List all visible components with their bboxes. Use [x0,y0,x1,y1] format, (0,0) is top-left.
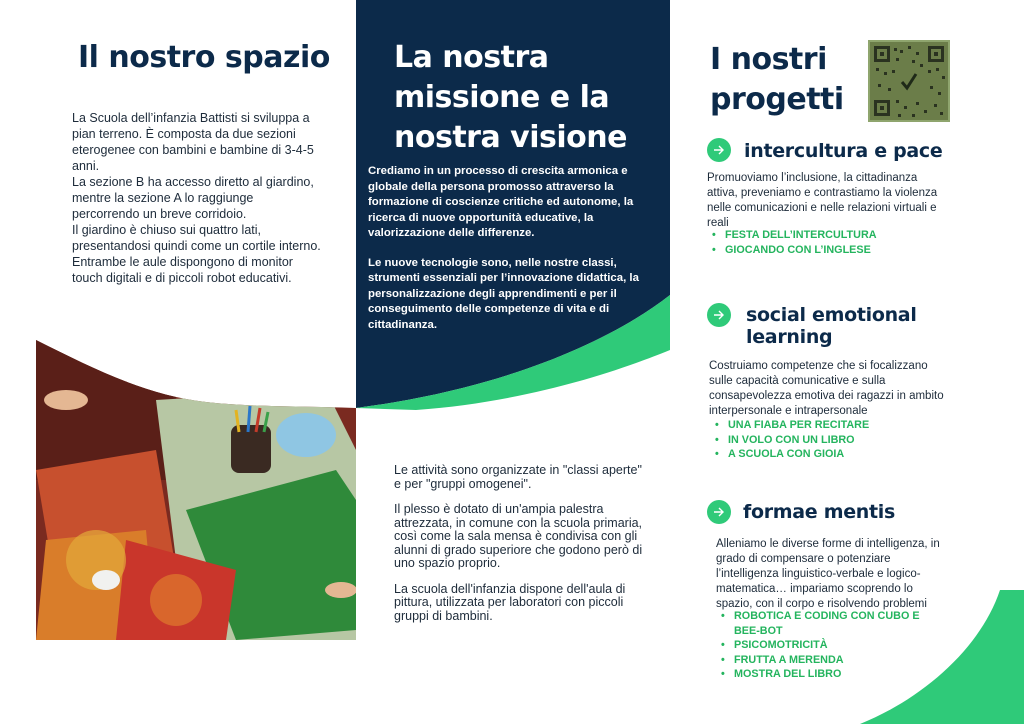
mission-text [368,164,652,347]
project-description: Promuoviamo l’inclusione, la cittadinanza attiva, preveniamo e contrastiamo la violenza nelle comunicazioni e nelle relazioni virtuali e reali [707,172,938,229]
mission-paragraph-1: Crediamo in un processo di crescita armonica e globale della persona promosso attraverso la formazione di coscienze critiche ed autonome, la ricerca di nuove opportunità educative, la valorizzazione delle differenze. [368,165,634,239]
project-intercultura-header [707,138,942,162]
intro-spazio-text: La Scuola dell’infanzia Battisti si sviluppa a pian terreno. È composta da due sezioni eterogenee con bambini e bambine di 3-4-5 anni. La sezione B ha accesso diretto al giardino, mentre la sezione A lo raggiunge percorrendo un breve corridoio. Il giardino è chiuso sui quattro lati, presentandosi quindi come un cortile interno. Entrambe le aule dispongono di monitor touch digitali e di piccoli robot educativi. [72,111,321,285]
project-description: Costruiamo competenze che si focalizzano sulle capacità comunicative e sulla consapevolezza emotiva dei ragazzi in ambito interpersonale e intrapersonale [709,360,944,417]
attivita-paragraph-1: Le attività sono organizzate in "classi aperte" e per "gruppi omogenei". [394,463,642,491]
project-activity-list [716,609,936,682]
list-item: • MOSTRA DEL LIBRO [716,667,936,682]
list-item: • IN VOLO CON UN LIBRO [710,433,869,448]
attivita-text [394,464,646,635]
arrow-right-icon[interactable] [707,138,731,162]
title-nostro-spazio: Il nostro spazio [78,40,330,75]
list-item: • A SCUOLA CON GIOIA [710,447,869,462]
project-activity-list [710,418,869,462]
arrow-right-icon[interactable] [707,303,731,327]
attivita-paragraph-3: La scuola dell'infanzia dispone dell'aula di pittura, utilizzata per laboratori con piccoli gruppi di bambini. [394,581,626,623]
list-item: • ROBOTICA E CODING CON CUBO E BEE-BOT [716,609,936,638]
list-item: • UNA FIABA PER RECITARE [710,418,869,433]
attivita-paragraph-2: Il plesso è dotato di un'ampia palestra attrezzata, in comune con la scuola primaria, così come la sala mensa è condivisa con gli alunni di grado superiore che godono però di uno spazio proprio. [394,502,643,570]
project-social-emotional-header [707,303,936,348]
project-activity-list [707,228,877,257]
qr-code-icon [868,40,950,122]
title-nostri-progetti: I nostri progetti [710,42,844,117]
project-title: formae mentis [743,501,896,523]
list-item: • FESTA DELL’INTERCULTURA [707,228,877,243]
mission-paragraph-2: Le nuove tecnologie sono, nelle nostre classi, strumenti essenziali per l’innovazione didattica, la personalizzazione degli apprendimenti e per il conseguimento delle competenze di vita e di cittadinanza. [368,256,639,331]
list-item: • FRUTTA A MERENDA [716,653,936,668]
project-description: Alleniamo le diverse forme di intelligenza, in grado di compensare o potenziare l’intelligenza linguistico-verbale e logico-matematica… impariamo scoprendo lo spazio, con il corpo e risolvendo problemi [716,538,940,610]
project-title: social emotional learning [746,304,917,348]
list-item: • GIOCANDO CON L’INGLESE [707,243,877,258]
project-formae-mentis-header [707,500,895,524]
arrow-right-icon[interactable] [707,500,731,524]
project-title: intercultura e pace [744,140,943,162]
list-item: • PSICOMOTRICITÀ [716,638,936,653]
children-painting-photo [36,340,356,640]
title-missione-visione: La nostra missione e la nostra visione [394,40,627,155]
